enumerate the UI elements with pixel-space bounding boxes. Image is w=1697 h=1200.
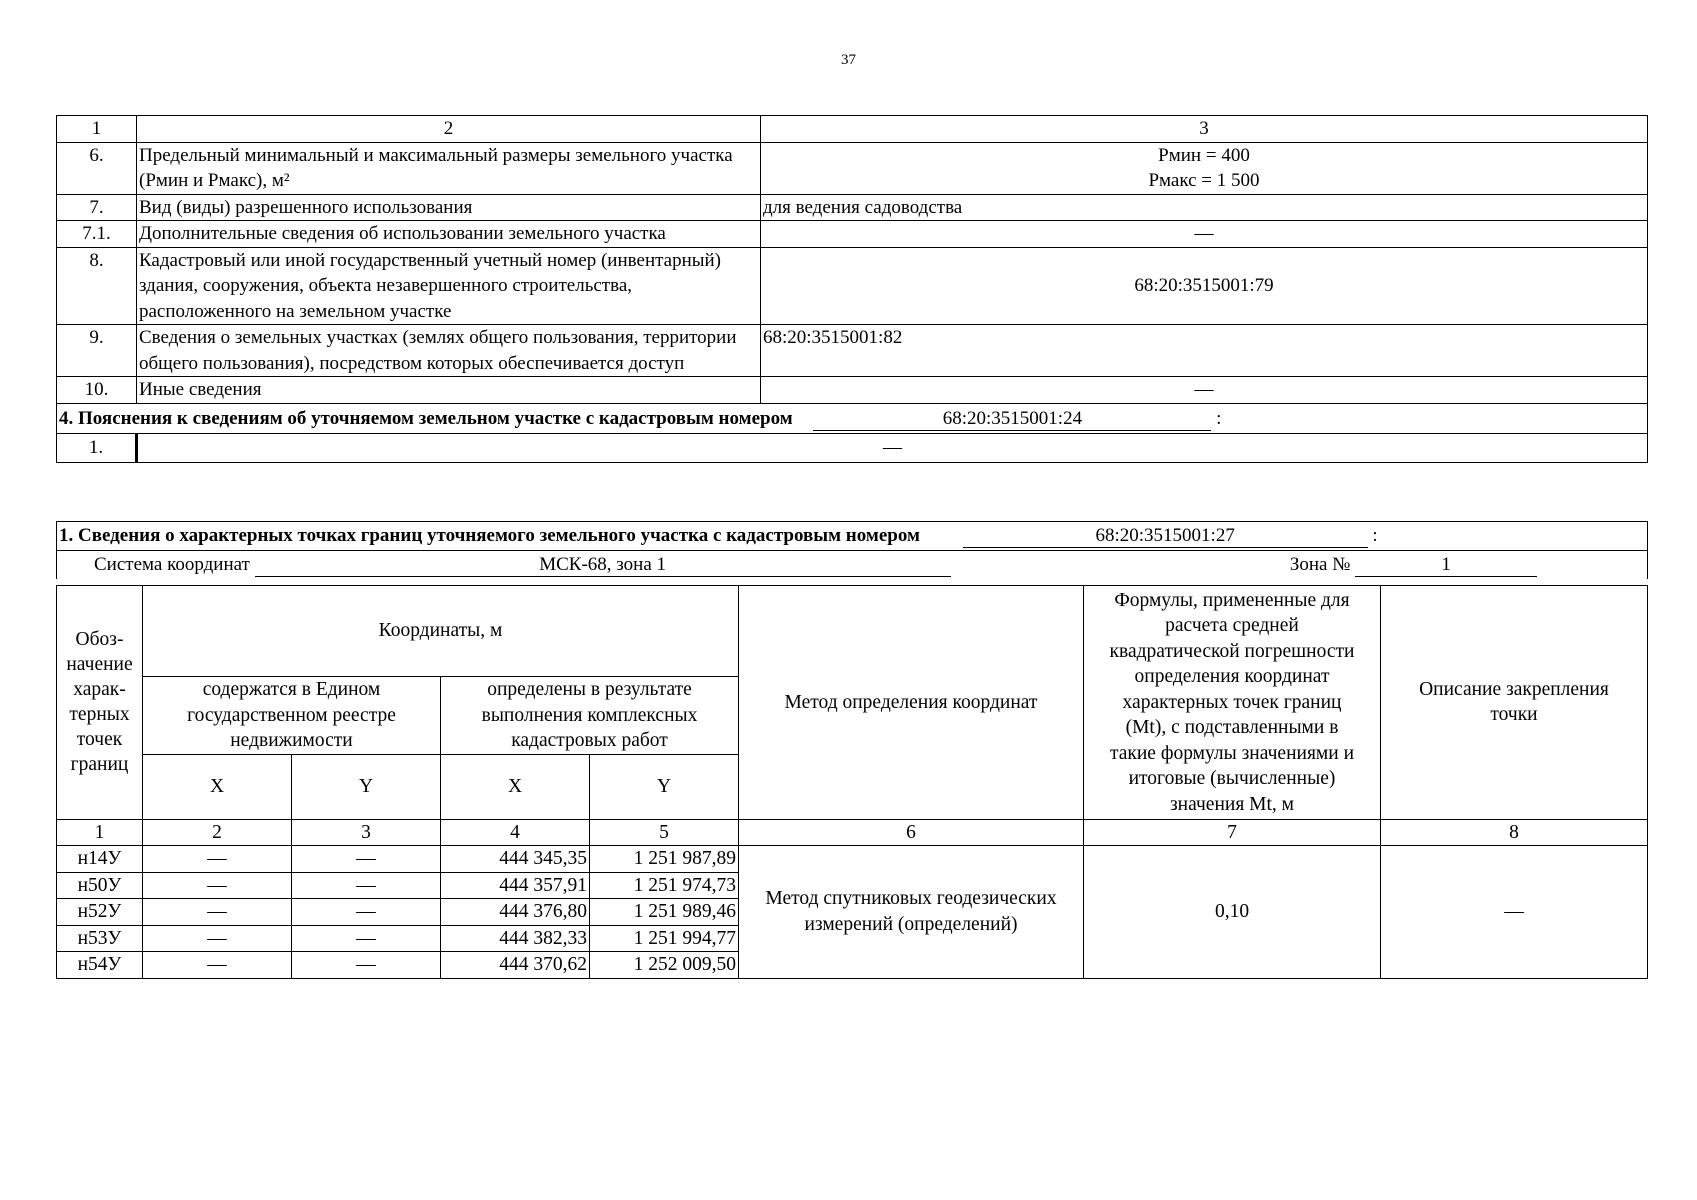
zone-value: 1 (1355, 553, 1537, 577)
method-header: Метод определения координат (739, 586, 1084, 820)
table-row (57, 325, 1648, 377)
formula-header: Формулы, примененные для расчета средней квадратической погрешности определения координат характерных точек границ (Mt), с подставленными в такие формулы значениями и итоговые (вычисленные) значения Mt, м (1084, 586, 1381, 820)
x2-header: X (441, 754, 590, 819)
row-value: — (761, 221, 1648, 248)
land-attributes-table (56, 115, 1648, 463)
row-value: Pмин = 400 Pмакс = 1 500 (761, 142, 1648, 194)
egrn-header: содержатся в Едином государственном реестре недвижимости (143, 677, 441, 755)
row-name: Вид (виды) разрешенного использования (137, 194, 761, 221)
designation-header: Обоз- начение харак- терных точек границ (57, 586, 143, 820)
point-y2: 1 251 989,46 (590, 899, 739, 926)
y1-header: Y (292, 754, 441, 819)
point-x1: — (143, 925, 292, 952)
column-number: 2 (143, 819, 292, 846)
boundary-points-table (56, 585, 1648, 979)
header-cell: 1 (57, 116, 137, 143)
column-number: 6 (739, 819, 1084, 846)
row-number: 6. (57, 142, 137, 194)
section1-cad-number: 68:20:3515001:27 (963, 524, 1368, 548)
table-row (57, 142, 1648, 194)
section4-colon: : (1216, 407, 1222, 429)
row-value: — (137, 433, 1648, 462)
section1-colon: : (1372, 525, 1378, 546)
section1-header (56, 521, 1648, 579)
column-number: 8 (1381, 819, 1648, 846)
section1-title: 1. Сведения о характерных точках границ уточняемого земельного участка с кадастровым номером (59, 525, 920, 546)
kkr-header: определены в результате выполнения комплексных кадастровых работ (441, 677, 739, 755)
description-header: Описание закрепления точки (1381, 586, 1648, 820)
row-name: Кадастровый или иной государственный учетный номер (инвентарный) здания, сооружения, объекта незавершенного строительства, расположенного на земельном участке (137, 247, 761, 325)
point-x2: 444 345,35 (441, 846, 590, 873)
row-name: Предельный минимальный и максимальный размеры земельного участка (Pмин и Pмакс), м² (137, 142, 761, 194)
page-number: 37 (841, 52, 856, 68)
x1-header: X (143, 754, 292, 819)
point-name: н14У (57, 846, 143, 873)
header-row (57, 116, 1648, 143)
row-value: 68:20:3515001:79 (761, 247, 1648, 325)
point-name: н53У (57, 925, 143, 952)
section4-title-row (57, 403, 1648, 433)
description-value: — (1381, 846, 1648, 979)
column-number: 5 (590, 819, 739, 846)
point-y1: — (292, 899, 441, 926)
point-name: н52У (57, 899, 143, 926)
point-y1: — (292, 925, 441, 952)
coordinates-header: Координаты, м (143, 586, 739, 677)
point-y2: 1 251 974,73 (590, 872, 739, 899)
row-value: для ведения садоводства (761, 194, 1648, 221)
row-number: 1. (57, 433, 137, 462)
table-row (57, 194, 1648, 221)
point-x2: 444 382,33 (441, 925, 590, 952)
point-x2: 444 370,62 (441, 952, 590, 979)
row-value: 68:20:3515001:82 (761, 325, 1648, 377)
method-value: Метод спутниковых геодезических измерений (определений) (739, 846, 1084, 979)
point-y2: 1 251 994,77 (590, 925, 739, 952)
point-x1: — (143, 846, 292, 873)
row-name: Дополнительные сведения об использовании земельного участка (137, 221, 761, 248)
header-cell: 3 (761, 116, 1648, 143)
table-row (57, 377, 1648, 404)
row-value: — (761, 377, 1648, 404)
coord-system-label: Система координат (94, 554, 250, 575)
point-y1: — (292, 846, 441, 873)
point-y2: 1 251 987,89 (590, 846, 739, 873)
point-y1: — (292, 872, 441, 899)
row-number: 9. (57, 325, 137, 377)
point-x2: 444 357,91 (441, 872, 590, 899)
row-number: 10. (57, 377, 137, 404)
point-y1: — (292, 952, 441, 979)
section4-row (57, 433, 1648, 462)
row-name: Сведения о земельных участках (землях общего пользования, территории общего пользования), посредством которых обеспечивается доступ (137, 325, 761, 377)
column-number: 3 (292, 819, 441, 846)
point-x2: 444 376,80 (441, 899, 590, 926)
y2-header: Y (590, 754, 739, 819)
point-name: н54У (57, 952, 143, 979)
column-number: 4 (441, 819, 590, 846)
point-x1: — (143, 872, 292, 899)
table-row (57, 846, 1648, 873)
table-row (57, 247, 1648, 325)
header-row (57, 586, 1648, 677)
column-number: 1 (57, 819, 143, 846)
row-number: 8. (57, 247, 137, 325)
zone-label: Зона № (1289, 554, 1351, 575)
point-y2: 1 252 009,50 (590, 952, 739, 979)
row-number: 7.1. (57, 221, 137, 248)
coord-system-value: МСК-68, зона 1 (255, 553, 951, 577)
section4-title: 4. Пояснения к сведениям об уточняемом земельном участке с кадастровым номером (59, 407, 793, 429)
table-row (57, 221, 1648, 248)
section4-cad-number: 68:20:3515001:24 (813, 407, 1211, 431)
row-number: 7. (57, 194, 137, 221)
point-x1: — (143, 952, 292, 979)
row-name: Иные сведения (137, 377, 761, 404)
mt-value: 0,10 (1084, 846, 1381, 979)
column-number-row (57, 819, 1648, 846)
header-cell: 2 (137, 116, 761, 143)
point-x1: — (143, 899, 292, 926)
column-number: 7 (1084, 819, 1381, 846)
point-name: н50У (57, 872, 143, 899)
